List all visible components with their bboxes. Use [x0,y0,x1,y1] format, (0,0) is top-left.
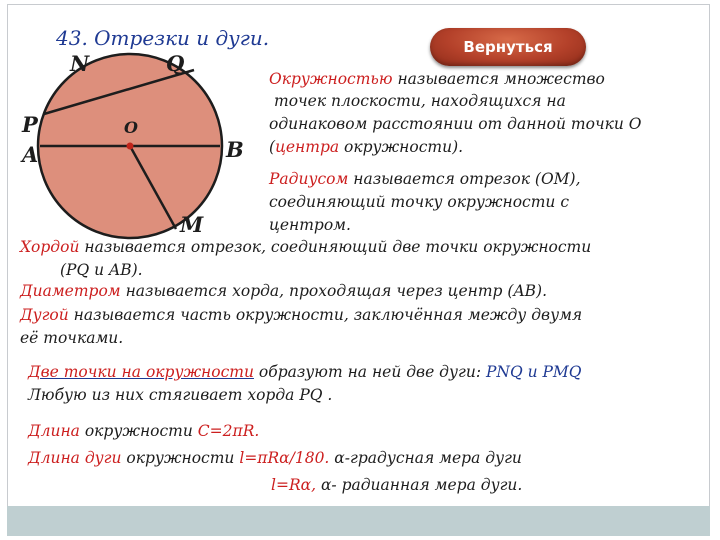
two-points-line2: Любую из них стягивает хорда PQ . [28,386,333,404]
circumference-line [28,420,259,442]
slide-title: 43. Отрезки и дуги. [56,26,270,50]
two-points-link: Две точки на окружности [28,363,254,381]
arc-radian-line [271,474,522,496]
circumference-term: Длина [28,422,80,440]
circle-def-line3: одинаковом расстоянии от данной точки О [269,115,642,133]
diameter-def-text1: называется хорда, проходящая через центр (AB). [120,282,548,300]
chord-def-text1: называется отрезок, соединяющий две точки окружности [79,238,592,256]
label-b: B [226,137,244,162]
arc-length-term: Длина дуги [28,449,122,467]
arc-length-mid: окружности [121,449,240,467]
circle-def-line1 [269,68,605,90]
arc-def-line1 [20,304,582,326]
label-n: N [70,51,90,76]
circle-def-line4 [269,136,463,158]
chord-def-line1 [20,236,591,258]
arc-length-line [28,447,522,469]
label-p: P [22,112,38,137]
radius-def-line2: соединяющий точку окружности с [269,193,569,211]
two-points-arcs: PNQ и PMQ [485,363,582,381]
two-points-line1 [28,361,582,383]
label-m: M [180,212,204,237]
circle-def-line2: точек плоскости, находящихся на [274,92,566,110]
circle-def-paren: ( [269,138,276,156]
radius-term: Радиусом [269,170,349,188]
label-o: O [124,118,138,137]
circle-diagram [0,0,300,240]
chord-def-line2: (PQ и AB). [60,261,143,279]
bottom-bar [7,506,710,536]
arc-length-note: α-градусная мера дуги [329,449,522,467]
circle-def-text4: окружности). [339,138,464,156]
arc-def-text1: называется часть окружности, заключённая между двумя [68,306,583,324]
circle-def-text1: называется множество [392,70,605,88]
center-term: центра [275,138,340,156]
arc-radian-formula: l=Rα, [271,476,317,494]
label-a: A [22,142,39,167]
back-button[interactable]: Вернуться [430,28,586,66]
radius-def-line3: центром. [269,216,351,234]
center-point [127,143,134,150]
label-q: Q [166,51,185,76]
two-points-text1: образуют на ней две дуги: [253,363,486,381]
arc-radian-note: α- радианная мера дуги. [316,476,523,494]
arc-term: Дугой [20,306,69,324]
radius-def-text1: называется отрезок (ОМ), [348,170,581,188]
arc-length-formula: l=πRα/180. [239,449,330,467]
circumference-mid: окружности [79,422,198,440]
circumference-formula: С=2πR. [197,422,260,440]
diameter-term: Диаметром [20,282,121,300]
circle-term: Окружностью [269,70,393,88]
radius-def-line1 [269,168,581,190]
arc-def-line2: её точками. [20,329,124,347]
chord-term: Хордой [20,238,80,256]
diameter-def-line1 [20,280,547,302]
